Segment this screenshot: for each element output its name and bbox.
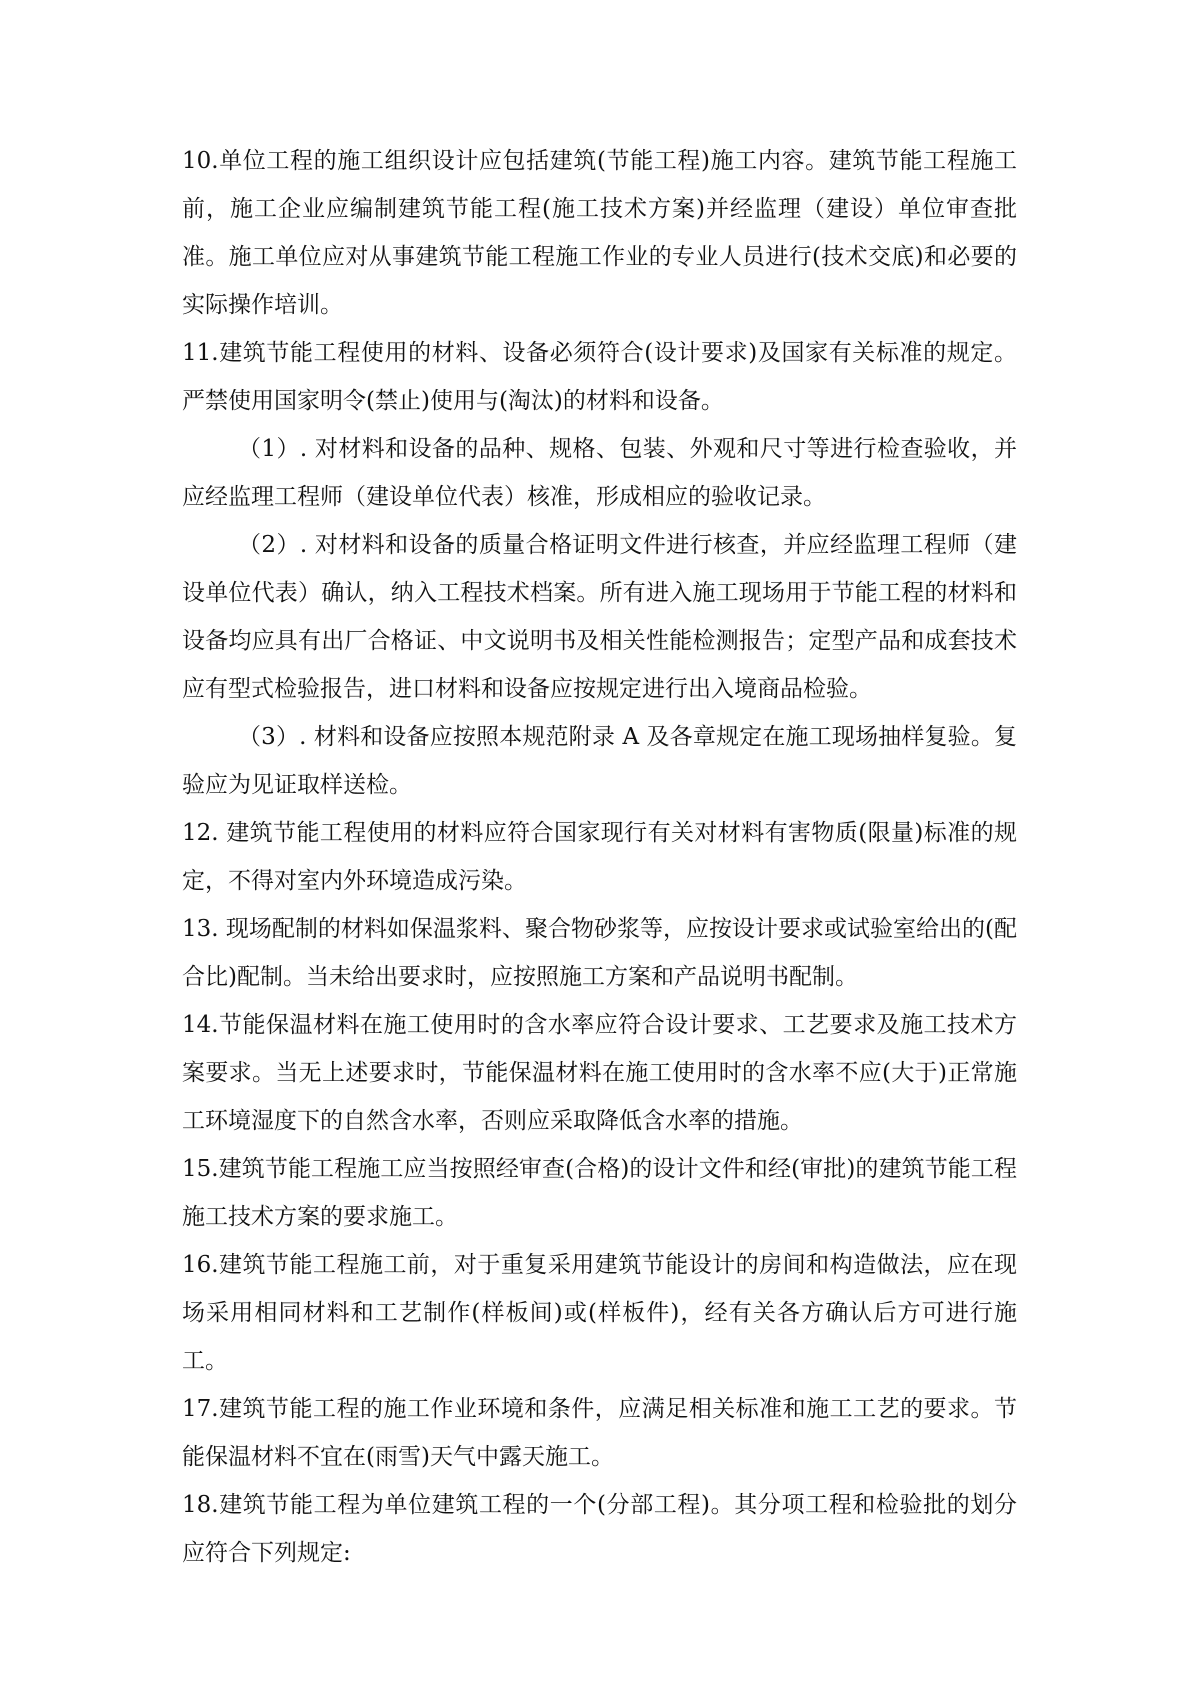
paragraph-item-16: 16.建筑节能工程施工前，对于重复采用建筑节能设计的房间和构造做法，应在现场采用相同材料和工艺制作(样板间)或(样板件)，经有关各方确认后方可进行施工。	[182, 1252, 1017, 1374]
document-body	[182, 137, 1017, 1577]
paragraph-item-13: 13. 现场配制的材料如保温浆料、聚合物砂浆等，应按设计要求或试验室给出的(配合比)配制。当未给出要求时，应按照施工方案和产品说明书配制。	[182, 916, 1017, 990]
paragraph-item-18: 18.建筑节能工程为单位建筑工程的一个(分部工程)。其分项工程和检验批的划分应符合下列规定:	[182, 1492, 1017, 1566]
paragraph-item-11: 11.建筑节能工程使用的材料、设备必须符合(设计要求)及国家有关标准的规定。严禁使用国家明令(禁止)使用与(淘汰)的材料和设备。	[182, 340, 1017, 414]
paragraph-subitem-1: （1）. 对材料和设备的品种、规格、包装、外观和尺寸等进行检查验收，并应经监理工程师（建设单位代表）核准，形成相应的验收记录。	[182, 436, 1017, 510]
paragraph-subitem-3: （3）. 材料和设备应按照本规范附录 A 及各章规定在施工现场抽样复验。复验应为见证取样送检。	[182, 724, 1017, 798]
paragraph-item-14: 14.节能保温材料在施工使用时的含水率应符合设计要求、工艺要求及施工技术方案要求。当无上述要求时，节能保温材料在施工使用时的含水率不应(大于)正常施工环境湿度下的自然含水率，否则应采取降低含水率的措施。	[182, 1012, 1017, 1134]
paragraph-item-15: 15.建筑节能工程施工应当按照经审查(合格)的设计文件和经(审批)的建筑节能工程施工技术方案的要求施工。	[182, 1156, 1017, 1230]
paragraph-item-12: 12. 建筑节能工程使用的材料应符合国家现行有关对材料有害物质(限量)标准的规定，不得对室内外环境造成污染。	[182, 820, 1017, 894]
paragraph-item-10: 10.单位工程的施工组织设计应包括建筑(节能工程)施工内容。建筑节能工程施工前，施工企业应编制建筑节能工程(施工技术方案)并经监理（建设）单位审查批准。施工单位应对从事建筑节能工程施工作业的专业人员进行(技术交底)和必要的实际操作培训。	[182, 148, 1017, 318]
paragraph-item-17: 17.建筑节能工程的施工作业环境和条件，应满足相关标准和施工工艺的要求。节能保温材料不宜在(雨雪)天气中露天施工。	[182, 1396, 1017, 1470]
paragraph-subitem-2: （2）. 对材料和设备的质量合格证明文件进行核查，并应经监理工程师（建设单位代表）确认，纳入工程技术档案。所有进入施工现场用于节能工程的材料和设备均应具有出厂合格证、中文说明书及相关性能检测报告；定型产品和成套技术应有型式检验报告，进口材料和设备应按规定进行出入境商品检验。	[182, 532, 1017, 702]
